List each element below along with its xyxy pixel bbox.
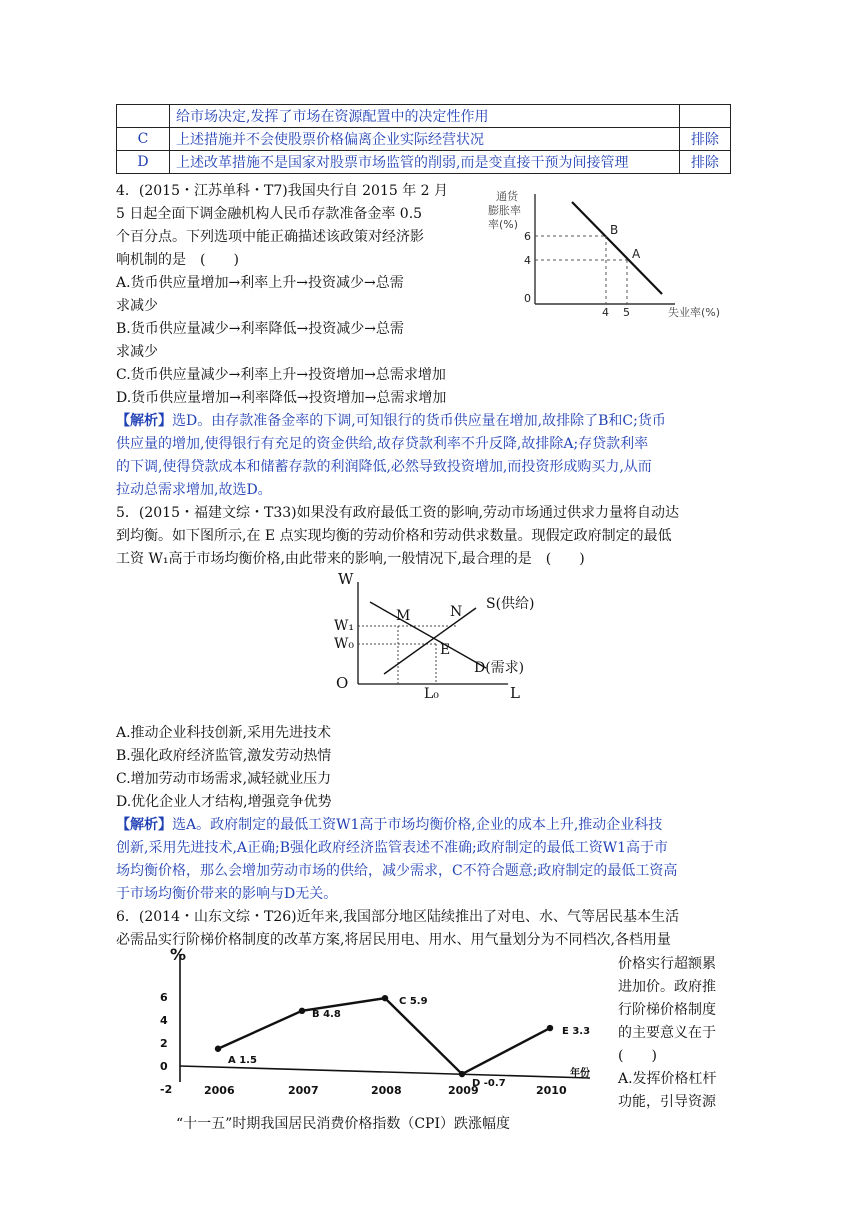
q5-demand-label: D(需求) [474, 660, 525, 676]
q5-demand-curve [370, 602, 486, 668]
q4-stem-line: 4．(2015・江苏单科・T7)我国央行自 2015 年 2 月 [116, 183, 449, 199]
q4-option-c: C.货币供应量减少→利率上升→投资增加→总需求增加 [116, 367, 446, 383]
q4-point-b: B [610, 223, 619, 237]
cpi-x-tick: 2007 [288, 1084, 319, 1097]
cpi-data-point [382, 995, 388, 1001]
q4-point-a: A [632, 247, 641, 261]
cpi-y-tick: 6 [160, 991, 168, 1004]
cpi-series-line [218, 998, 550, 1074]
q6-stem-line: 6．(2014・山东文综・T26)近年来,我国部分地区陆续推出了对电、水、气等居民基本生活 [116, 909, 680, 925]
cpi-x-tick: 2009 [448, 1084, 479, 1097]
q5-option-d: D.优化企业人才结构,增强竞争优势 [116, 794, 332, 810]
cpi-y-unit: % [170, 945, 187, 964]
q6-side-line: 价格实行超额累 [618, 956, 716, 972]
cpi-data-point [459, 1071, 465, 1077]
cpi-data-point [547, 1025, 553, 1031]
q5-origin: O [336, 674, 349, 692]
cpi-y-tick: 4 [160, 1014, 168, 1027]
cpi-points [215, 995, 590, 1089]
q5-analysis-line: 创新,采用先进技术,A正确;B强化政府经济监管表述不准确;政府制定的最低工资W1高于市 [116, 840, 669, 856]
row-label: C [117, 128, 170, 151]
q6-side-line: 进加价。政府推 [618, 979, 716, 995]
q6-side-line: 的主要意义在于 [618, 1025, 716, 1041]
q4-stem-line: 个百分点。下列选项中能正确描述该政策对经济影 [116, 229, 424, 245]
q4-chart-ylabel: 膨胀率 [488, 204, 521, 217]
analysis-text: 选A。政府制定的最低工资W1高于市场均衡价格,企业的成本上升,推动企业科技 [172, 817, 663, 833]
cpi-point-label: B 4.8 [312, 1008, 341, 1020]
q4-y-tick: 0 [524, 292, 531, 305]
q6-stem-line: 必需品实行阶梯价格制度的改革方案,将居民用电、用水、用气量划分为不同档次,各档用量 [116, 932, 671, 948]
q5-point-n: N [450, 604, 463, 620]
cpi-y-tick: 0 [160, 1060, 168, 1073]
analysis-tag: 【解析】 [116, 413, 172, 429]
q5-labor-market-chart [326, 568, 566, 704]
q5-analysis-line: 场均衡价格，那么会增加劳动市场的供给，减少需求，C不符合题意;政府制定的最低工资高 [116, 863, 678, 879]
q4-analysis-line [116, 411, 666, 431]
cpi-x-tick: 2008 [371, 1084, 402, 1097]
cpi-data-point [299, 1008, 305, 1014]
analysis-tag: 【解析】 [116, 817, 172, 833]
q4-inflation-unemployment-chart [480, 186, 730, 330]
row-label: D [117, 151, 170, 174]
q5-axis-w: W [338, 570, 354, 588]
q5-stem-line: 5．(2015・福建文综・T33)如果没有政府最低工资的影响,劳动市场通过供求力量将自动达 [116, 505, 680, 521]
row-text: 上述措施并不会使股票价格偏离企业实际经营状况 [170, 128, 680, 151]
q5-stem-line: 到均衡。如下图所示,在 E 点实现均衡的劳动价格和劳动供求数量。现假定政府制定的最低 [116, 528, 672, 544]
q4-option-a-cont: 求减少 [116, 298, 158, 314]
q4-x-tick: 5 [623, 306, 630, 319]
row-label [117, 105, 170, 128]
q5-stem-line: 工资 W₁高于市场均衡价格,由此带来的影响,一般情况下,最合理的是 ( ) [116, 551, 585, 567]
q4-y-tick: 4 [524, 254, 531, 267]
q5-option-b: B.强化政府经济监管,激发劳动热情 [116, 748, 332, 764]
q5-analysis-line [116, 815, 662, 835]
q4-analysis-line: 的下调,使得贷款成本和储蓄存款的利润降低,必然导致投资增加,而投资形成购买力,从而 [116, 459, 652, 475]
analysis-text: 选D。由存款准备金率的下调,可知银行的货币供应量在增加,故排除了B和C;货币 [172, 413, 666, 429]
cpi-x-axis [180, 1066, 590, 1078]
q5-point-m: M [396, 608, 411, 624]
q4-analysis-line: 供应量的增加,使得银行有充足的资金供给,故存贷款利率不升反降,故排除A;存贷款利率 [116, 436, 649, 452]
q4-stem-line: 响机制的是 ( ) [116, 252, 239, 268]
q6-side-line: 行阶梯价格制度 [618, 1002, 716, 1018]
cpi-x-tick: 2010 [536, 1084, 567, 1097]
q6-side-line: 功能，引导资源 [618, 1094, 716, 1110]
table-row [117, 151, 731, 174]
q6-cpi-chart [150, 942, 610, 1112]
q5-supply-label: S(供给) [486, 596, 535, 612]
q6-side-line: A.发挥价格杠杆 [618, 1071, 717, 1087]
cpi-x-tick: 2006 [204, 1084, 235, 1097]
cpi-point-label: C 5.9 [399, 996, 428, 1008]
row-verdict [680, 105, 731, 128]
q4-curve [572, 202, 662, 294]
q5-w1-label: W₁ [334, 618, 355, 634]
q6-chart-caption: “十一五”时期我国居民消费价格指数（CPI）跌涨幅度 [176, 1116, 510, 1132]
q5-analysis-line: 于市场均衡价带来的影响与D无关。 [116, 886, 338, 902]
table-row [117, 128, 731, 151]
q4-option-b-cont: 求减少 [116, 344, 158, 360]
q5-point-e: E [440, 642, 451, 658]
q4-option-b: B.货币供应量减少→利率降低→投资减少→总需 [116, 321, 404, 337]
q5-axis-l: L [510, 684, 520, 702]
row-text: 给市场决定,发挥了市场在资源配置中的决定性作用 [170, 105, 680, 128]
q4-y-tick: 6 [524, 230, 531, 243]
q5-option-a: A.推动企业科技创新,采用先进技术 [116, 725, 332, 741]
cpi-x-ticks [204, 1084, 567, 1097]
q4-option-a: A.货币供应量增加→利率上升→投资减少→总需 [116, 275, 404, 291]
row-verdict: 排除 [680, 151, 731, 174]
q5-option-c: C.增加劳动市场需求,减轻就业压力 [116, 771, 332, 787]
q5-w0-label: W₀ [334, 636, 355, 652]
row-text: 上述改革措施不是国家对股票市场监管的削弱,而是变直接干预为间接管理 [170, 151, 680, 174]
cpi-point-label: A 1.5 [228, 1054, 257, 1066]
q4-stem-line: 5 日起全面下调金融机构人民币存款准备金率 0.5 [116, 206, 423, 222]
q5-l0-label: L₀ [424, 686, 439, 702]
q4-chart-xlabel: 失业率(%) [668, 306, 721, 319]
q6-side-text [618, 953, 717, 1114]
options-analysis-table [116, 104, 731, 174]
cpi-y-tick: 2 [160, 1037, 168, 1050]
q4-analysis-line: 拉动总需求增加,故选D。 [116, 482, 272, 498]
cpi-point-label: E 3.3 [562, 1026, 591, 1038]
q4-chart-ylabel: 通货 [496, 190, 518, 203]
table-row [117, 105, 731, 128]
q6-side-line: ( ) [618, 1048, 657, 1064]
q4-chart-ylabel: 率(%) [488, 218, 519, 231]
cpi-y-ticks [160, 991, 172, 1096]
cpi-x-label: 年份 [570, 1068, 590, 1079]
q4-option-d: D.货币供应量增加→利率降低→投资增加→总需求增加 [116, 390, 447, 406]
q4-x-tick: 4 [602, 306, 609, 319]
row-verdict: 排除 [680, 128, 731, 151]
cpi-point-label: D -0.7 [472, 1078, 506, 1090]
cpi-y-tick: -2 [160, 1083, 173, 1096]
cpi-data-point [215, 1046, 221, 1052]
